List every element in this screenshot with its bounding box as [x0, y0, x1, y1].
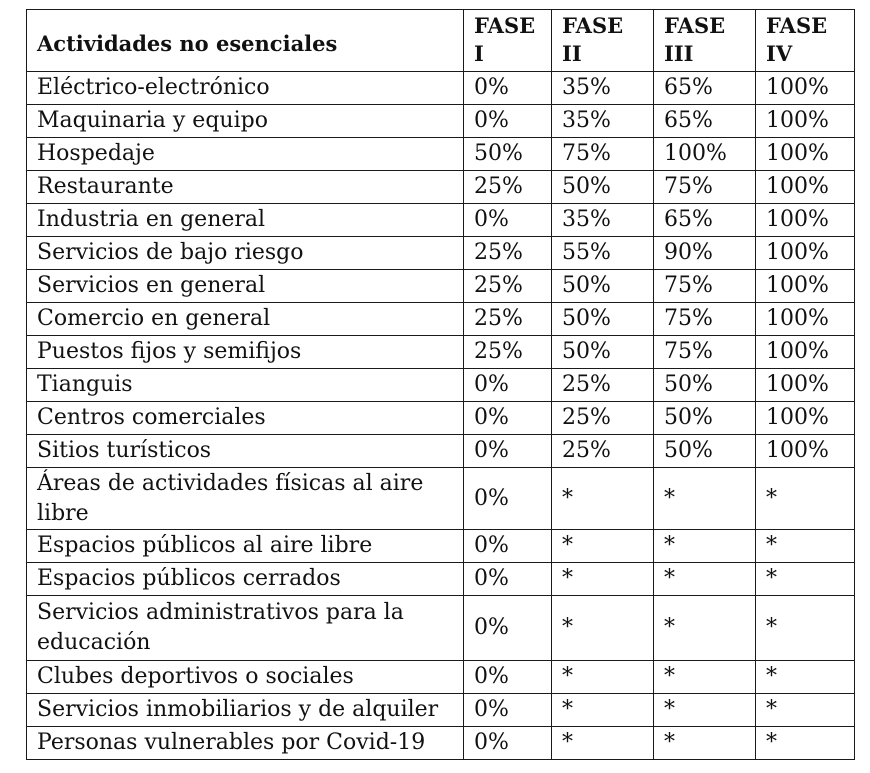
phase-3-cell: 75% [654, 270, 756, 303]
table-row [27, 694, 855, 727]
phase-3-cell: * [654, 468, 756, 530]
phase-2-cell: 50% [552, 270, 654, 303]
phase-3-cell: 50% [654, 402, 756, 435]
activity-cell: Restaurante [27, 171, 464, 204]
phase-2-cell: 35% [552, 72, 654, 105]
phase-2-cell: * [552, 530, 654, 563]
phase-2-cell: 35% [552, 105, 654, 138]
phase-1-cell: 0% [464, 563, 552, 596]
phase-3-cell: 50% [654, 369, 756, 402]
phase-4-cell: * [756, 727, 855, 760]
phase-1-cell: 0% [464, 661, 552, 694]
table-row [27, 402, 855, 435]
phase-2-cell: 25% [552, 369, 654, 402]
phase-3-cell: 100% [654, 138, 756, 171]
activity-cell: Servicios de bajo riesgo [27, 237, 464, 270]
activity-cell: Tianguis [27, 369, 464, 402]
table-row [27, 596, 855, 661]
phase-1-cell: 0% [464, 694, 552, 727]
phase-4-cell: 100% [756, 336, 855, 369]
phase-1-cell: 50% [464, 138, 552, 171]
activity-cell: Servicios inmobiliarios y de alquiler [27, 694, 464, 727]
table-row [27, 727, 855, 760]
phase-3-cell: 75% [654, 303, 756, 336]
phase-4-cell: 100% [756, 402, 855, 435]
phase-4-cell: 100% [756, 270, 855, 303]
activity-cell: Industria en general [27, 204, 464, 237]
activity-cell: Puestos fijos y semifijos [27, 336, 464, 369]
phase-3-cell: 50% [654, 435, 756, 468]
table-row [27, 530, 855, 563]
phase-1-cell: 0% [464, 468, 552, 530]
phase-4-cell: * [756, 694, 855, 727]
phase-2-cell: * [552, 661, 654, 694]
phase-1-cell: 25% [464, 303, 552, 336]
phase-4-cell: * [756, 530, 855, 563]
phase-1-cell: 25% [464, 237, 552, 270]
phase-1-cell: 0% [464, 727, 552, 760]
table-row [27, 270, 855, 303]
activity-cell: Centros comerciales [27, 402, 464, 435]
phase-1-header: FASE I [464, 10, 552, 72]
activity-cell: Clubes deportivos o sociales [27, 661, 464, 694]
phase-4-cell: 100% [756, 237, 855, 270]
activity-cell: Espacios públicos al aire libre [27, 530, 464, 563]
phase-3-cell: 65% [654, 204, 756, 237]
phase-4-cell: 100% [756, 105, 855, 138]
phase-4-cell: * [756, 468, 855, 530]
phase-1-cell: 25% [464, 336, 552, 369]
phase-4-cell: 100% [756, 435, 855, 468]
phase-4-cell: * [756, 563, 855, 596]
phase-3-cell: * [654, 530, 756, 563]
table-row [27, 105, 855, 138]
table-row [27, 563, 855, 596]
table-row [27, 72, 855, 105]
table-row [27, 336, 855, 369]
phase-2-cell: * [552, 694, 654, 727]
phase-2-header: FASE II [552, 10, 654, 72]
phase-3-cell: * [654, 563, 756, 596]
phase-2-cell: 50% [552, 171, 654, 204]
phase-4-cell: 100% [756, 171, 855, 204]
header-row [27, 10, 855, 72]
phase-1-cell: 25% [464, 270, 552, 303]
phase-1-cell: 0% [464, 369, 552, 402]
table-row [27, 468, 855, 530]
phase-3-cell: 65% [654, 72, 756, 105]
phase-1-cell: 0% [464, 596, 552, 661]
phase-3-cell: 65% [654, 105, 756, 138]
phase-3-cell: * [654, 694, 756, 727]
phase-2-cell: * [552, 563, 654, 596]
activity-cell: Personas vulnerables por Covid-19 [27, 727, 464, 760]
table-body [27, 72, 855, 760]
phase-3-cell: * [654, 661, 756, 694]
activity-cell: Eléctrico-electrónico [27, 72, 464, 105]
table-row [27, 369, 855, 402]
activity-cell: Sitios turísticos [27, 435, 464, 468]
phase-2-cell: 50% [552, 336, 654, 369]
phases-table [26, 9, 855, 760]
phase-2-cell: * [552, 596, 654, 661]
table-row [27, 661, 855, 694]
table-row [27, 171, 855, 204]
phase-2-cell: 25% [552, 435, 654, 468]
phase-4-cell: 100% [756, 303, 855, 336]
phase-3-cell: 90% [654, 237, 756, 270]
phase-1-cell: 0% [464, 402, 552, 435]
phase-2-cell: * [552, 468, 654, 530]
phase-3-header: FASE III [654, 10, 756, 72]
activity-cell: Maquinaria y equipo [27, 105, 464, 138]
phase-1-cell: 0% [464, 105, 552, 138]
phase-2-cell: 75% [552, 138, 654, 171]
phase-3-cell: * [654, 727, 756, 760]
table-row [27, 138, 855, 171]
phase-1-cell: 0% [464, 204, 552, 237]
phase-1-cell: 0% [464, 530, 552, 563]
phase-4-cell: 100% [756, 204, 855, 237]
phase-4-cell: 100% [756, 138, 855, 171]
phase-3-cell: * [654, 596, 756, 661]
activity-cell: Comercio en general [27, 303, 464, 336]
phase-2-cell: 50% [552, 303, 654, 336]
phase-1-cell: 0% [464, 72, 552, 105]
phase-3-cell: 75% [654, 336, 756, 369]
phase-1-cell: 25% [464, 171, 552, 204]
phase-2-cell: 55% [552, 237, 654, 270]
table-row [27, 204, 855, 237]
activity-cell: Espacios públicos cerrados [27, 563, 464, 596]
phase-2-cell: 25% [552, 402, 654, 435]
phase-2-cell: 35% [552, 204, 654, 237]
activity-column-header: Actividades no esenciales [27, 10, 464, 72]
phase-4-cell: 100% [756, 369, 855, 402]
phase-3-cell: 75% [654, 171, 756, 204]
phase-4-cell: * [756, 596, 855, 661]
table-row [27, 303, 855, 336]
phase-2-cell: * [552, 727, 654, 760]
phase-1-cell: 0% [464, 435, 552, 468]
activity-cell: Hospedaje [27, 138, 464, 171]
activity-cell: Áreas de actividades físicas al aire libre [27, 468, 464, 530]
table-row [27, 237, 855, 270]
phase-4-cell: 100% [756, 72, 855, 105]
table-row [27, 435, 855, 468]
activity-cell: Servicios en general [27, 270, 464, 303]
phase-4-cell: * [756, 661, 855, 694]
activity-cell: Servicios administrativos para la educación [27, 596, 464, 661]
phase-4-header: FASE IV [756, 10, 855, 72]
